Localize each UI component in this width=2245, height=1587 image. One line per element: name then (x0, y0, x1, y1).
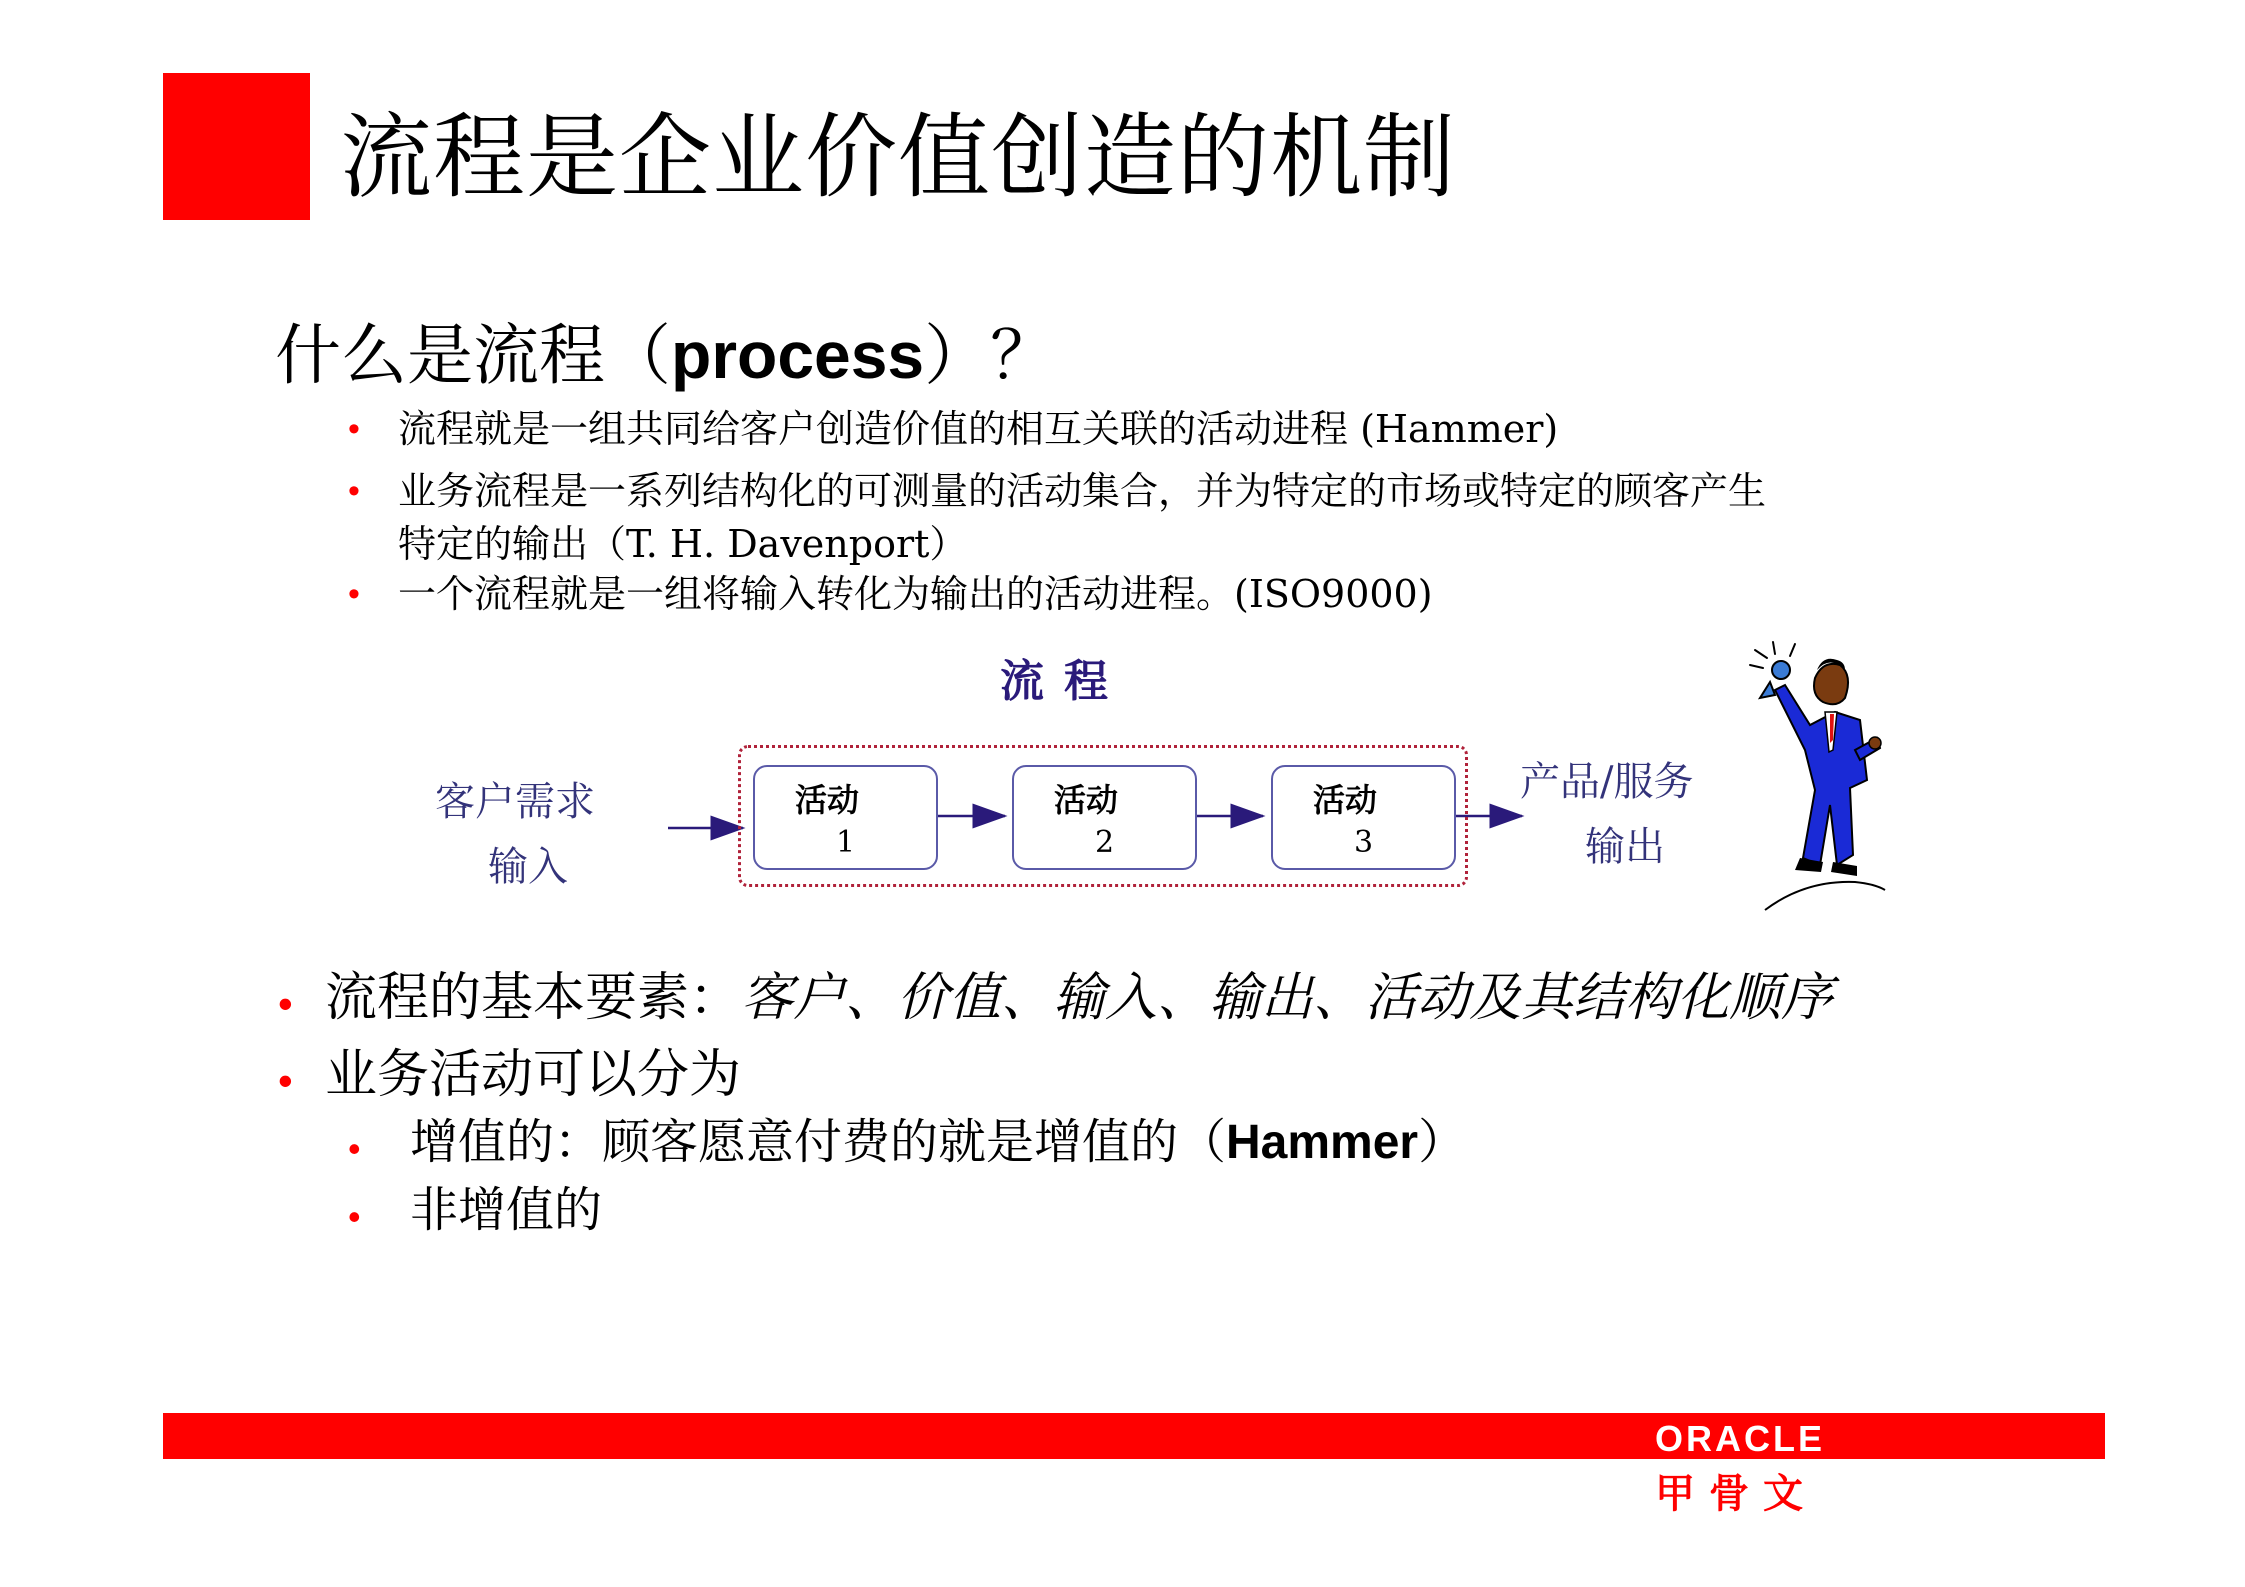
activity-box-1 (753, 765, 938, 870)
bullet-dot: • (348, 575, 360, 613)
value-added-latin: Hammer (1226, 1116, 1419, 1169)
bullet-dot: • (278, 980, 293, 1027)
activity-number: 1 (835, 825, 856, 860)
input-sublabel: 输入 (488, 844, 568, 890)
activity-number: 3 (1353, 825, 1374, 860)
elements-item (325, 968, 1834, 1028)
question-heading (275, 317, 1057, 394)
output-sublabel: 输出 (1585, 824, 1665, 870)
question-prefix: 什么是流程（ (275, 317, 671, 394)
value-added-suffix: ） (1418, 1114, 1467, 1170)
categories-heading: 业务活动可以分为 (325, 1045, 742, 1105)
activity-label: 活动 (795, 781, 860, 819)
elements-list: 客户、价值、输入、输出、活动及其结构化顺序 (741, 968, 1834, 1028)
oracle-cn-logo: 甲骨文 (1655, 1471, 1817, 1517)
definition-1: 流程就是一组共同给客户创造价值的相互关联的活动进程 (Hammer) (398, 407, 1559, 451)
question-suffix: ）？ (924, 317, 1057, 394)
input-label: 客户需求 (435, 779, 595, 825)
businessman-clipart (1745, 640, 1895, 915)
activity-box-3 (1271, 765, 1456, 870)
definition-3: 一个流程就是一组将输入转化为输出的活动进程。(ISO9000) (398, 572, 1433, 616)
activity-label: 活动 (1054, 781, 1119, 819)
oracle-logo: ORACLE (1655, 1418, 1825, 1459)
output-label: 产品/服务 (1520, 759, 1694, 805)
elements-label: 流程的基本要素： (325, 968, 742, 1028)
bullet-dot: • (348, 410, 360, 448)
activity-box-2 (1012, 765, 1197, 870)
question-latin: process (671, 318, 925, 392)
diagram-title: 流程 (1000, 656, 1128, 707)
value-added-item (410, 1114, 1467, 1170)
bullet-dot: • (348, 472, 360, 510)
bullet-dot: • (278, 1057, 293, 1104)
bullet-dot: • (348, 1128, 361, 1169)
activity-number: 2 (1094, 825, 1115, 860)
value-added-prefix: 增值的：顾客愿意付费的就是增值的（ (410, 1114, 1227, 1170)
definition-2-cont: 特定的输出（T. H. Davenport） (398, 522, 968, 566)
non-value-added-item: 非增值的 (410, 1182, 603, 1238)
activity-label: 活动 (1313, 781, 1378, 819)
definition-2: 业务流程是一系列结构化的可测量的活动集合，并为特定的市场或特定的顾客产生 (398, 469, 1767, 513)
page-title: 流程是企业价值创造的机制 (340, 104, 1457, 211)
bullet-dot: • (348, 1196, 361, 1237)
title-accent-block (163, 73, 310, 220)
